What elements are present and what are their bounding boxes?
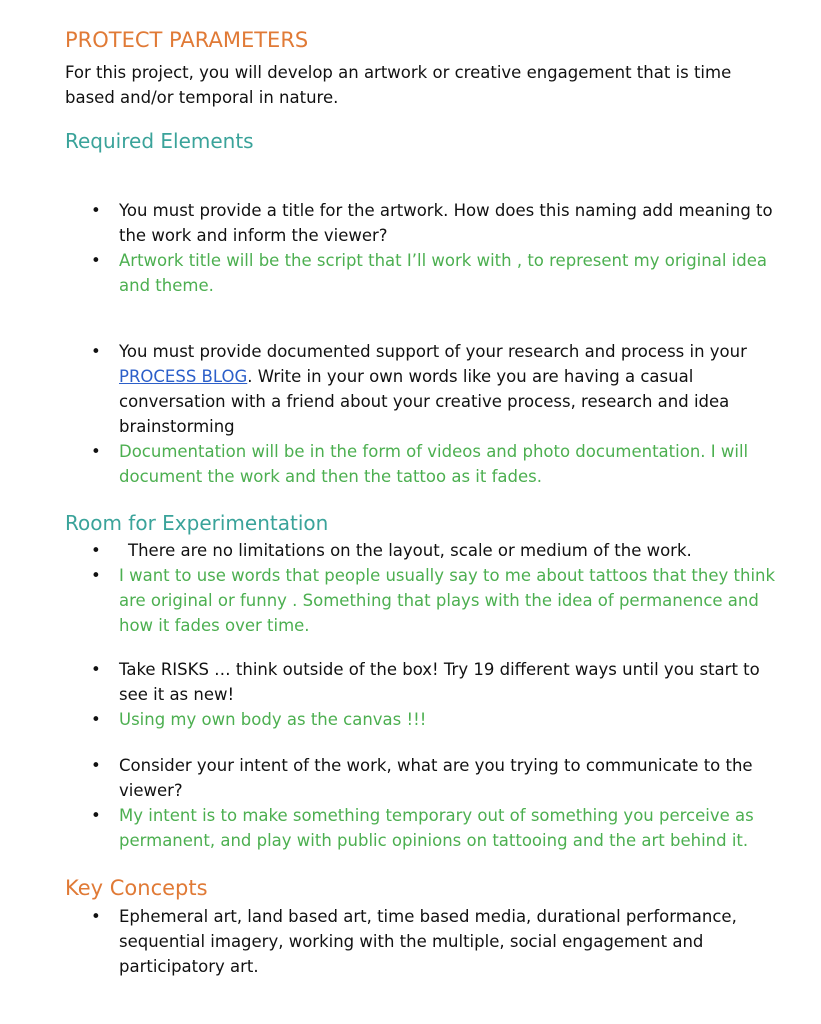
bullet-icon: • xyxy=(91,342,101,361)
list-item xyxy=(0,538,821,563)
required-list-1 xyxy=(0,198,821,298)
required-list-2 xyxy=(0,339,821,489)
bullet-icon: • xyxy=(91,660,101,679)
bullet-icon: • xyxy=(91,907,101,926)
list-item-text: Consider your intent of the work, what are you trying to communicate to the viewer? xyxy=(119,756,753,800)
list-item xyxy=(0,339,821,439)
list-item-text: Ephemeral art, land based art, time based media, durational performance, sequential imagery, working with the multiple, social engagement and participatory art. xyxy=(119,907,737,976)
experiment-list-3 xyxy=(0,753,821,853)
section-heading-required: Required Elements xyxy=(65,129,254,153)
list-item xyxy=(0,753,821,803)
intro-paragraph: For this project, you will develop an artwork or creative engagement that is time based and/or temporal in nature. xyxy=(65,63,732,107)
key-concepts-list xyxy=(0,904,821,979)
doc-text-after: . Write in your own words like you are having a casual conversation with a friend about your creative process, research and idea brainstorming xyxy=(119,367,730,436)
experiment-list-1 xyxy=(0,538,821,638)
doc-text-before: You must provide documented support of your research and process in your xyxy=(119,342,747,361)
list-item-text: Documentation will be in the form of videos and photo documentation. I will document the work and then the tattoo as it fades. xyxy=(119,442,749,486)
list-item xyxy=(0,657,821,707)
list-item-text xyxy=(119,342,747,436)
list-item-answer xyxy=(0,803,821,853)
bullet-icon: • xyxy=(91,201,101,220)
list-item-text: Take RISKS … think outside of the box! Try 19 different ways until you start to see it as new! xyxy=(119,660,760,704)
list-item xyxy=(0,904,821,979)
bullet-icon: • xyxy=(91,710,101,729)
main-heading: PROTECT PARAMETERS xyxy=(65,28,309,52)
list-item xyxy=(0,198,821,248)
bullet-icon: • xyxy=(91,442,101,461)
list-item-answer xyxy=(0,563,821,638)
list-item-answer xyxy=(0,248,821,298)
section-heading-key-concepts: Key Concepts xyxy=(65,876,208,900)
section-heading-experimentation: Room for Experimentation xyxy=(65,511,329,535)
list-item-answer xyxy=(0,439,821,489)
list-item-text: There are no limitations on the layout, scale or medium of the work. xyxy=(128,541,692,560)
list-item-text: You must provide a title for the artwork. How does this naming add meaning to the work and inform the viewer? xyxy=(119,201,773,245)
bullet-icon: • xyxy=(91,806,101,825)
bullet-icon: • xyxy=(91,566,101,585)
bullet-icon: • xyxy=(91,251,101,270)
list-item-text: Using my own body as the canvas !!! xyxy=(119,710,427,729)
bullet-icon: • xyxy=(91,541,101,560)
list-item-text: Artwork title will be the script that I’ll work with , to represent my original idea and theme. xyxy=(119,251,767,295)
process-blog-link[interactable]: PROCESS BLOG xyxy=(119,367,248,386)
list-item-text: I want to use words that people usually say to me about tattoos that they think are original or funny . Something that plays with the idea of permanence and how it fades over time. xyxy=(119,566,776,635)
bullet-icon: • xyxy=(91,756,101,775)
list-item-answer xyxy=(0,707,821,732)
list-item-text: My intent is to make something temporary out of something you perceive as permanent, and play with public opinions on tattooing and the art behind it. xyxy=(119,806,754,850)
experiment-list-2 xyxy=(0,657,821,732)
